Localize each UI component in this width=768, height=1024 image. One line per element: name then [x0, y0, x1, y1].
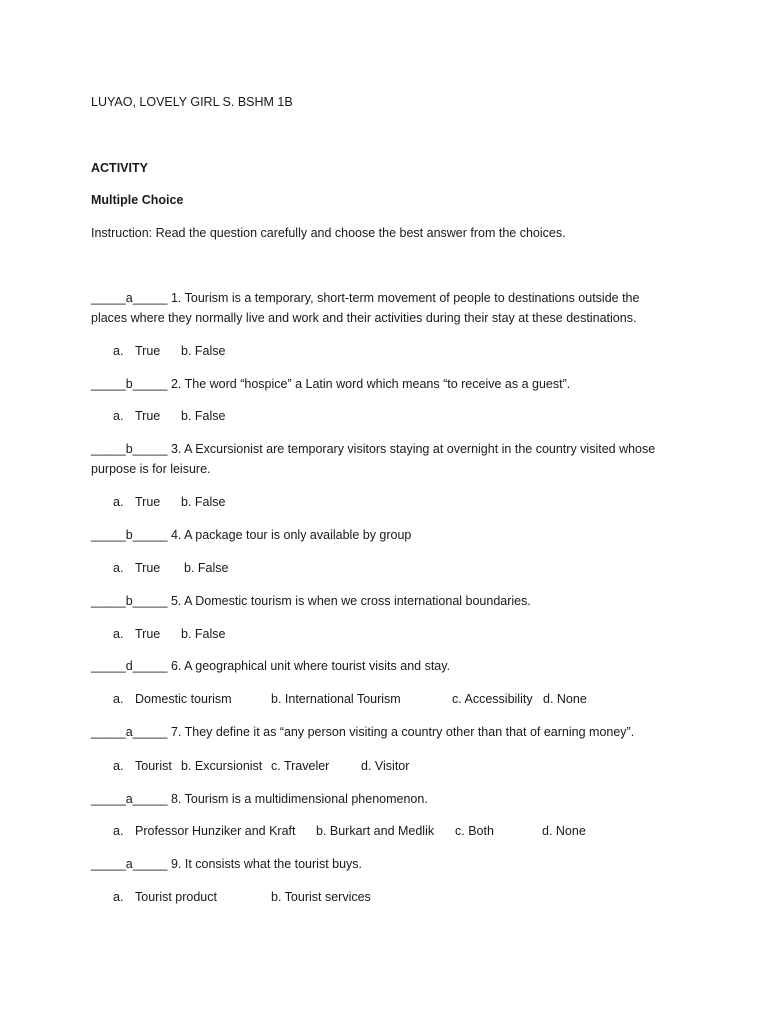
question-6-text: 6. A geographical unit where tourist visits and stay. — [170, 659, 451, 673]
option-marker: a. — [113, 495, 124, 509]
option-marker: a. — [113, 627, 124, 641]
answer-4: b — [125, 528, 133, 542]
student-name-line: LUYAO, LOVELY GIRL S. BSHM 1B — [91, 95, 293, 109]
option-marker: a. — [113, 890, 124, 904]
question-4-text: 4. A package tour is only available by group — [170, 528, 412, 542]
option: b. False — [181, 627, 226, 641]
option: b. Excursionist — [181, 759, 263, 773]
question-7: _____a_____ 7. They define it as “any person visiting a country other than that of earning money”. — [91, 725, 635, 739]
option: c. Accessibility — [452, 692, 533, 706]
option-marker: a. — [113, 409, 124, 423]
option: Tourist product — [135, 890, 217, 904]
question-7-text: 7. They define it as “any person visiting a country other than that of earning money”. — [170, 725, 635, 739]
option-marker: a. — [113, 692, 124, 706]
answer-3: b — [125, 442, 133, 456]
option: b. False — [184, 561, 229, 575]
question-4: _____b_____ 4. A package tour is only available by group — [91, 528, 412, 542]
option: True — [135, 495, 161, 509]
question-5-text: 5. A Domestic tourism is when we cross international boundaries. — [170, 594, 531, 608]
question-2: _____b_____ 2. The word “hospice” a Latin word which means “to receive as a guest”. — [91, 377, 571, 391]
option-marker: a. — [113, 759, 124, 773]
option: b. False — [181, 409, 226, 423]
question-9: _____a_____ 9. It consists what the tourist buys. — [91, 857, 363, 871]
answer-2: b — [125, 377, 133, 391]
question-6: _____d_____ 6. A geographical unit where tourist visits and stay. — [91, 659, 451, 673]
question-9-text: 9. It consists what the tourist buys. — [170, 857, 363, 871]
option: True — [135, 409, 161, 423]
question-5: _____b_____ 5. A Domestic tourism is when we cross international boundaries. — [91, 594, 531, 608]
option-marker: a. — [113, 824, 124, 838]
option: True — [135, 344, 161, 358]
question-1-text-line2: places where they normally live and work and their activities during their stay at these destinations. — [91, 311, 637, 325]
option: b. False — [181, 495, 226, 509]
question-1-text: 1. Tourism is a temporary, short-term movement of people to destinations outside the — [170, 291, 640, 305]
option: True — [135, 561, 161, 575]
option: Tourist — [135, 759, 172, 773]
answer-9: a — [125, 857, 133, 871]
option: d. None — [543, 692, 587, 706]
answer-7: a — [125, 725, 133, 739]
option: True — [135, 627, 161, 641]
option: b. False — [181, 344, 226, 358]
answer-5: b — [125, 594, 133, 608]
question-1: _____a_____ 1. Tourism is a temporary, short-term movement of people to destinations outside the — [91, 291, 640, 305]
question-2-text: 2. The word “hospice” a Latin word which means “to receive as a guest”. — [170, 377, 571, 391]
question-8-text: 8. Tourism is a multidimensional phenomenon. — [170, 792, 428, 806]
option: c. Both — [455, 824, 494, 838]
instruction-text: Instruction: Read the question carefully and choose the best answer from the choices. — [91, 226, 566, 240]
option: Professor Hunziker and Kraft — [135, 824, 296, 838]
option: b. Burkart and Medlik — [316, 824, 435, 838]
answer-8: a — [125, 792, 133, 806]
option: d. None — [542, 824, 586, 838]
answer-6: d — [125, 659, 133, 673]
question-3-text: 3. A Excursionist are temporary visitors staying at overnight in the country visited whose — [170, 442, 656, 456]
activity-title: ACTIVITY — [91, 161, 148, 175]
option: b. International Tourism — [271, 692, 401, 706]
answer-1: a — [125, 291, 133, 305]
question-8: _____a_____ 8. Tourism is a multidimensional phenomenon. — [91, 792, 428, 806]
option: Domestic tourism — [135, 692, 232, 706]
question-3: _____b_____ 3. A Excursionist are temporary visitors staying at overnight in the country visited whose — [91, 442, 656, 456]
option: d. Visitor — [361, 759, 410, 773]
option-marker: a. — [113, 344, 124, 358]
activity-subtitle: Multiple Choice — [91, 193, 184, 207]
option-marker: a. — [113, 561, 124, 575]
option: b. Tourist services — [271, 890, 371, 904]
option: c. Traveler — [271, 759, 330, 773]
question-3-text-line2: purpose is for leisure. — [91, 462, 211, 476]
